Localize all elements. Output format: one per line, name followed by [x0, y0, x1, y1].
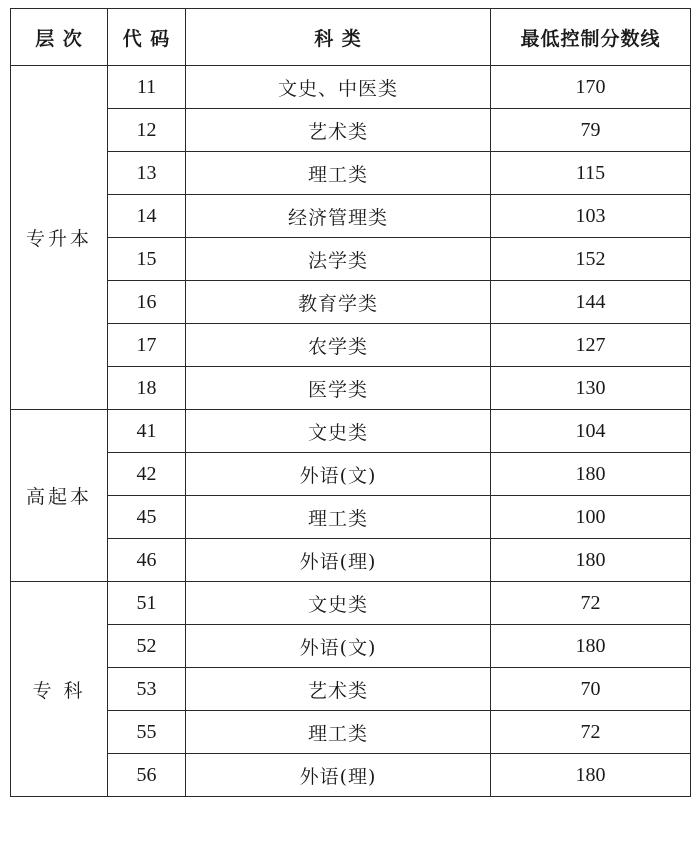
header-row [11, 9, 691, 66]
score-cell: 180 [491, 539, 691, 582]
score-cell: 104 [491, 410, 691, 453]
header-category: 科 类 [186, 9, 491, 66]
score-cell: 103 [491, 195, 691, 238]
score-cell: 144 [491, 281, 691, 324]
category-cell: 理工类 [186, 496, 491, 539]
code-cell: 13 [108, 152, 186, 195]
level-cell: 高起本 [11, 410, 108, 582]
code-cell: 16 [108, 281, 186, 324]
code-cell: 56 [108, 754, 186, 797]
code-cell: 55 [108, 711, 186, 754]
code-cell: 17 [108, 324, 186, 367]
code-cell: 14 [108, 195, 186, 238]
code-cell: 46 [108, 539, 186, 582]
category-cell: 艺术类 [186, 109, 491, 152]
table-row [11, 410, 691, 453]
code-cell: 11 [108, 66, 186, 109]
score-cell: 72 [491, 582, 691, 625]
category-cell: 外语(理) [186, 754, 491, 797]
table-row [11, 496, 691, 539]
header-score: 最低控制分数线 [491, 9, 691, 66]
code-cell: 12 [108, 109, 186, 152]
table-row [11, 582, 691, 625]
category-cell: 外语(文) [186, 453, 491, 496]
table-row [11, 711, 691, 754]
score-cell: 70 [491, 668, 691, 711]
score-cell: 180 [491, 453, 691, 496]
table-row [11, 324, 691, 367]
code-cell: 51 [108, 582, 186, 625]
category-cell: 艺术类 [186, 668, 491, 711]
category-cell: 法学类 [186, 238, 491, 281]
table-row [11, 238, 691, 281]
code-cell: 41 [108, 410, 186, 453]
category-cell: 理工类 [186, 152, 491, 195]
score-cell: 130 [491, 367, 691, 410]
header-level: 层 次 [11, 9, 108, 66]
category-cell: 文史、中医类 [186, 66, 491, 109]
table-row [11, 668, 691, 711]
code-cell: 52 [108, 625, 186, 668]
table-row [11, 539, 691, 582]
score-cell: 180 [491, 625, 691, 668]
score-cell: 72 [491, 711, 691, 754]
score-cell: 127 [491, 324, 691, 367]
level-cell: 专 科 [11, 582, 108, 797]
category-cell: 医学类 [186, 367, 491, 410]
category-cell: 外语(理) [186, 539, 491, 582]
table-row [11, 367, 691, 410]
code-cell: 18 [108, 367, 186, 410]
table-header [11, 9, 691, 66]
table-row [11, 66, 691, 109]
category-cell: 文史类 [186, 582, 491, 625]
score-cell: 79 [491, 109, 691, 152]
code-cell: 45 [108, 496, 186, 539]
level-cell: 专升本 [11, 66, 108, 410]
score-cell: 100 [491, 496, 691, 539]
category-cell: 农学类 [186, 324, 491, 367]
table-row [11, 453, 691, 496]
table-row [11, 195, 691, 238]
table-row [11, 109, 691, 152]
table-body [11, 66, 691, 797]
category-cell: 理工类 [186, 711, 491, 754]
score-cell: 170 [491, 66, 691, 109]
table-row [11, 281, 691, 324]
category-cell: 经济管理类 [186, 195, 491, 238]
table-row [11, 625, 691, 668]
category-cell: 教育学类 [186, 281, 491, 324]
table-row [11, 754, 691, 797]
header-code: 代 码 [108, 9, 186, 66]
code-cell: 42 [108, 453, 186, 496]
score-cell: 115 [491, 152, 691, 195]
code-cell: 53 [108, 668, 186, 711]
score-cell: 152 [491, 238, 691, 281]
score-table [10, 8, 691, 797]
category-cell: 文史类 [186, 410, 491, 453]
table-row [11, 152, 691, 195]
code-cell: 15 [108, 238, 186, 281]
category-cell: 外语(文) [186, 625, 491, 668]
score-cell: 180 [491, 754, 691, 797]
